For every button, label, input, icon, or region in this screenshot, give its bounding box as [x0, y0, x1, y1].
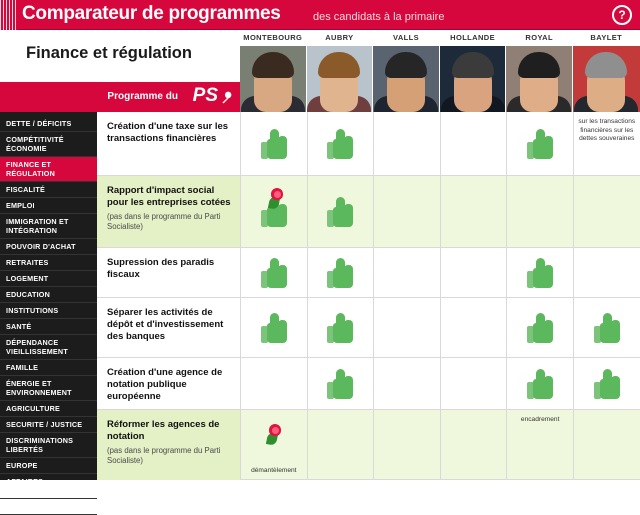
sidebar-item-17[interactable]: DISCRIMINATIONS LIBERTÉS — [0, 433, 97, 458]
row-label — [97, 248, 240, 297]
ps-band-label: Programme du — [107, 91, 178, 102]
candidate-column[interactable] — [373, 30, 440, 112]
table-cell[interactable] — [573, 176, 640, 247]
thumb-up-icon — [261, 258, 287, 288]
row-label — [97, 358, 240, 409]
candidate-name: MONTEBOURG — [240, 30, 306, 46]
candidate-photo — [573, 46, 640, 112]
table-cell[interactable] — [506, 248, 573, 297]
thumb-up-icon — [527, 369, 553, 399]
sidebar-item-10[interactable]: INSTITUTIONS — [0, 303, 97, 319]
thumb-up-icon — [327, 129, 353, 159]
sidebar-item-8[interactable]: LOGEMENT — [0, 271, 97, 287]
row-title: Création d'une agence de notation publique européenne — [107, 367, 223, 402]
help-icon[interactable]: ? — [612, 5, 632, 25]
table-cell[interactable] — [440, 176, 507, 247]
thumb-up-icon — [594, 369, 620, 399]
sidebar-item-0[interactable]: DETTE / DÉFICITS — [0, 116, 97, 132]
candidate-name: BAYLET — [573, 30, 640, 46]
sidebar-item-5[interactable]: IMMIGRATION ET INTÉGRATION — [0, 214, 97, 239]
table-cell[interactable] — [307, 298, 374, 357]
table-cell[interactable] — [240, 248, 307, 297]
table-row — [97, 358, 640, 410]
header-stripes-decoration — [0, 0, 18, 30]
sidebar-item-4[interactable]: EMPLOI — [0, 198, 97, 214]
table-cell[interactable] — [373, 248, 440, 297]
thumb-up-icon — [527, 313, 553, 343]
candidate-photo — [307, 46, 373, 112]
table-cell[interactable] — [373, 298, 440, 357]
table-cell[interactable] — [440, 112, 507, 175]
candidate-name: AUBRY — [307, 30, 373, 46]
sidebar-item-16[interactable]: SECURITE / JUSTICE — [0, 417, 97, 433]
thumb-up-icon — [594, 313, 620, 343]
table-cell[interactable] — [506, 176, 573, 247]
table-cell[interactable] — [373, 410, 440, 479]
sidebar-item-14[interactable]: ÉNERGIE ET ENVIRONNEMENT — [0, 376, 97, 401]
table-row — [97, 248, 640, 298]
table-cell[interactable] — [373, 358, 440, 409]
thumb-up-icon — [527, 129, 553, 159]
table-cell[interactable] — [440, 410, 507, 479]
candidate-column[interactable] — [240, 30, 307, 112]
candidate-photo — [506, 46, 572, 112]
sidebar-item-2[interactable]: FINANCE ET RÉGULATION — [0, 157, 97, 182]
row-label — [97, 112, 240, 175]
thumb-up-icon — [261, 129, 287, 159]
table-cell[interactable] — [307, 248, 374, 297]
candidate-photo — [240, 46, 306, 112]
candidate-column[interactable] — [440, 30, 507, 112]
section-title: Finance et régulation — [26, 44, 192, 62]
candidate-photo — [440, 46, 506, 112]
table-row — [97, 112, 640, 176]
rose-icon — [265, 424, 283, 446]
comparison-table — [97, 112, 640, 480]
candidate-name: HOLLANDE — [440, 30, 506, 46]
table-cell[interactable] — [240, 112, 307, 175]
table-cell[interactable] — [573, 248, 640, 297]
candidate-name: ROYAL — [506, 30, 572, 46]
row-label — [97, 298, 240, 357]
table-cell[interactable] — [307, 112, 374, 175]
table-row — [97, 176, 640, 248]
row-title: Supression des paradis fiscaux — [107, 257, 215, 280]
table-cell[interactable] — [506, 112, 573, 175]
candidate-column[interactable] — [307, 30, 374, 112]
table-cell[interactable] — [573, 358, 640, 409]
thumb-up-icon — [527, 258, 553, 288]
table-cell[interactable] — [506, 358, 573, 409]
table-cell[interactable] — [440, 248, 507, 297]
sidebar-item-12[interactable]: DÉPENDANCE VIEILLISSEMENT — [0, 335, 97, 360]
thumb-up-icon — [327, 197, 353, 227]
table-cell[interactable] — [240, 176, 307, 247]
table-cell[interactable] — [240, 410, 307, 479]
table-cell[interactable] — [440, 298, 507, 357]
row-title: Séparer les activités de dépôt et d'investissement des banques — [107, 307, 224, 342]
table-bottom-filler — [97, 466, 240, 480]
ps-band-party: PS — [192, 85, 218, 106]
cell-note: démantèlement — [251, 466, 297, 474]
sidebar-item-7[interactable]: RETRAITES — [0, 255, 97, 271]
candidate-photo — [373, 46, 439, 112]
row-subtitle: (pas dans le programme du Parti Socialiste) — [107, 212, 221, 231]
thumb-up-icon — [327, 369, 353, 399]
candidate-column[interactable] — [506, 30, 573, 112]
sidebar-item-3[interactable]: FISCALITÉ — [0, 182, 97, 198]
rose-icon — [267, 188, 285, 210]
row-title: Création d'une taxe sur les transactions financières — [107, 121, 229, 144]
candidate-column[interactable] — [573, 30, 640, 112]
table-cell[interactable] — [307, 410, 374, 479]
table-cell[interactable] — [240, 298, 307, 357]
candidate-name: VALLS — [373, 30, 439, 46]
sidebar-item-1[interactable]: COMPÉTITIVITÉ ÉCONOMIE — [0, 132, 97, 157]
cell-note: sur les transactions financières sur les dettes souveraines — [578, 118, 636, 142]
sidebar-item-9[interactable]: EDUCATION — [0, 287, 97, 303]
table-cell[interactable] — [506, 410, 573, 479]
app-header — [0, 0, 640, 30]
row-title: Rapport d'impact social pour les entreprises cotées — [107, 185, 231, 208]
row-label — [97, 176, 240, 247]
table-cell[interactable] — [506, 298, 573, 357]
section-title-block — [0, 30, 240, 82]
table-cell[interactable] — [573, 410, 640, 479]
table-cell[interactable] — [573, 112, 640, 175]
sidebar-item-18[interactable]: EUROPE — [0, 458, 97, 474]
rose-logo-icon — [221, 91, 234, 104]
candidate-header-row — [240, 30, 640, 112]
thumb-up-icon — [327, 313, 353, 343]
table-cell[interactable] — [373, 112, 440, 175]
sidebar-item-11[interactable]: SANTÉ — [0, 319, 97, 335]
thumb-up-icon — [261, 313, 287, 343]
table-cell[interactable] — [573, 298, 640, 357]
row-title: Réformer les agences de notation — [107, 419, 220, 442]
sidebar-item-15[interactable]: AGRICULTURE — [0, 401, 97, 417]
page-subtitle: des candidats à la primaire — [313, 11, 445, 23]
ps-program-band — [0, 82, 240, 112]
cell-note: encadrement — [520, 416, 560, 423]
row-subtitle: (pas dans le programme du Parti Socialiste) — [107, 446, 221, 465]
sidebar-item-6[interactable]: POUVOIR D'ACHAT — [0, 239, 97, 255]
sidebar-item-13[interactable]: FAMILLE — [0, 360, 97, 376]
page-title: Comparateur de programmes — [22, 3, 281, 24]
table-cell[interactable] — [307, 358, 374, 409]
sidebar-nav[interactable] — [0, 112, 97, 511]
table-cell[interactable] — [240, 358, 307, 409]
sidebar-item-19[interactable]: AFFAIRES ETRANGERES — [0, 474, 97, 499]
table-cell[interactable] — [373, 176, 440, 247]
table-row — [97, 298, 640, 358]
thumb-up-icon — [327, 258, 353, 288]
sidebar-item-20[interactable]: NUMÉRIQUE — [0, 499, 97, 515]
table-cell[interactable] — [307, 176, 374, 247]
table-cell[interactable] — [440, 358, 507, 409]
